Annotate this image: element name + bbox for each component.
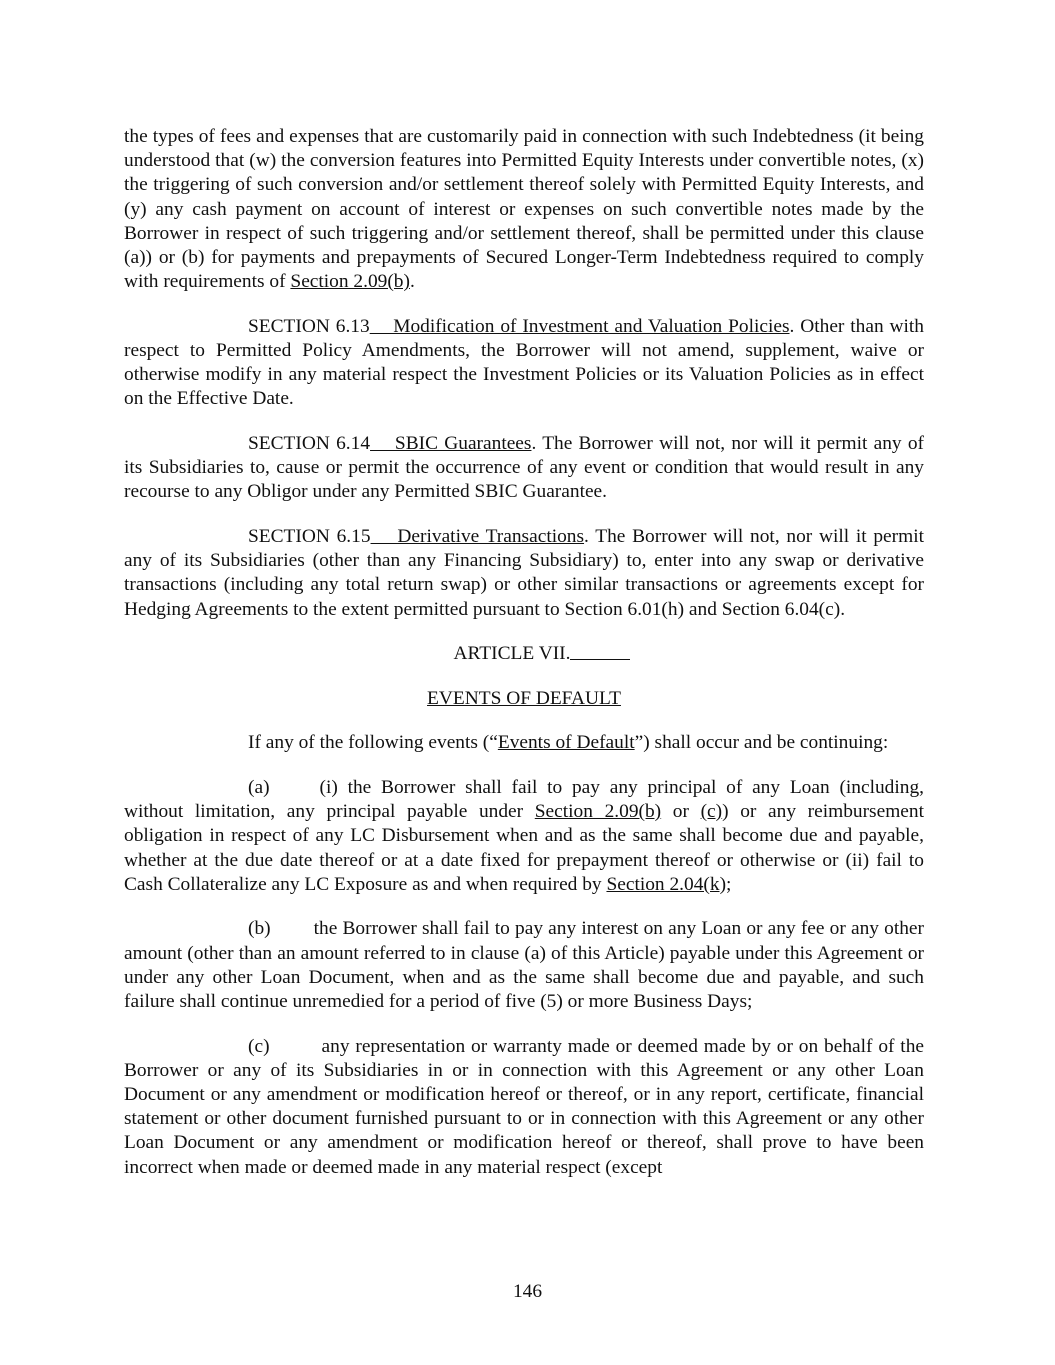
section-6-14	[124, 432, 924, 505]
events-intro: If any of the following events (“Events of Default”) shall occur and be continuing:	[248, 732, 889, 754]
section-title: SBIC Guarantees	[370, 433, 532, 455]
clause-a: (a) (i) the Borrower shall fail to pay any principal of any Loan (including, without limitation, any principal payable under Section 2.09(b) or (c)) or any reimbursement obligation in respect of any LC Disbursement when and as the same shall become due and payable, whether at the due date thereof or at a date fixed for prepayment thereof or otherwise or (ii) fail to Cash Collateralize any LC Exposure as and when required by Section 2.04(k);	[124, 777, 924, 895]
defined-term: Events of Default	[497, 732, 635, 754]
clause-b: (b) the Borrower shall fail to pay any interest on any Loan or any fee or any other amount (other than an amount referred to in clause (a) of this Article) payable under this Agreement or under any other Loan Document, when and as the same shall become due and payable, and such failure shall continue unremedied for a period of five (5) or more Business Days;	[124, 918, 924, 1013]
section-label: SECTION 6.15	[248, 526, 371, 548]
document-page	[124, 125, 924, 1180]
section-reference: Section 2.04(k);	[606, 873, 732, 895]
page-number: 146	[512, 1281, 543, 1302]
section-reference: Section 2.09(b)	[534, 801, 662, 823]
article-heading: EVENTS OF DEFAULT	[427, 687, 621, 709]
section-label: SECTION 6.14	[248, 433, 371, 455]
clause-label: (b)	[248, 918, 271, 940]
section-reference: Section 2.09(b)	[290, 271, 410, 293]
section-title: Modification of Investment and Valuation Policies	[369, 315, 790, 337]
section-body: . The Borrower will not, nor will it permit any of its Subsidiaries to, cause or permit the occurrence of any event or condition that would result in any recourse to any Obligor under any Permitted SBIC Guarantee.	[124, 433, 924, 503]
section-reference: (c)	[700, 801, 723, 823]
clause-c: (c) any representation or warranty made or deemed made by or on behalf of the Borrower or any of its Subsidiaries in or in connection with this Agreement or any other Loan Document or any amendment or modification hereof or thereof, or in any report, certificate, financial statement or other document furnished pursuant to or in connection with this Agreement or any other Loan Document or any amendment or modification hereof or thereof, shall prove to have been incorrect when made or deemed made in any material respect (except	[124, 1035, 924, 1178]
section-title: Derivative Transactions	[370, 526, 585, 548]
section-6-15	[124, 525, 924, 622]
article-label: ARTICLE VII.	[124, 642, 924, 666]
section-label: SECTION 6.13	[248, 315, 370, 337]
clause-label: (c)	[248, 1035, 270, 1057]
article-blank-line	[570, 642, 630, 660]
section-6-13	[124, 315, 924, 412]
section-body: . Other than with respect to Permitted Policy Amendments, the Borrower will not amend, supplement, waive or otherwise modify in any material respect the Investment Policies or its Valuation Policies as in effect on the Effective Date.	[124, 315, 925, 410]
section-body: . The Borrower will not, nor will it permit any of its Subsidiaries (other than any Financing Subsidiary) to, enter into any swap or derivative transactions (including any total return swap) or other similar transactions or agreements except for Hedging Agreements to the extent permitted pursuant to Section 6.01(h) and Section 6.04(c).	[124, 526, 924, 620]
clause-label: (a)	[248, 777, 270, 798]
paragraph-continuation: the types of fees and expenses that are customarily paid in connection with such Indebtedness (it being understood that (w) the conversion features into Permitted Equity Interests under convertible notes, (x) the triggering of such conversion and/or settlement thereof solely with Permitted Equity Interests, and (y) any cash payment on account of interest or expenses on such convertible notes made by the Borrower in respect of such triggering and/or settlement thereof, shall be permitted under this clause (a)) or (b) for payments and prepayments of Secured Longer-Term Indebtedness required to comply with requirements of Section 2.09(b).	[124, 126, 924, 293]
